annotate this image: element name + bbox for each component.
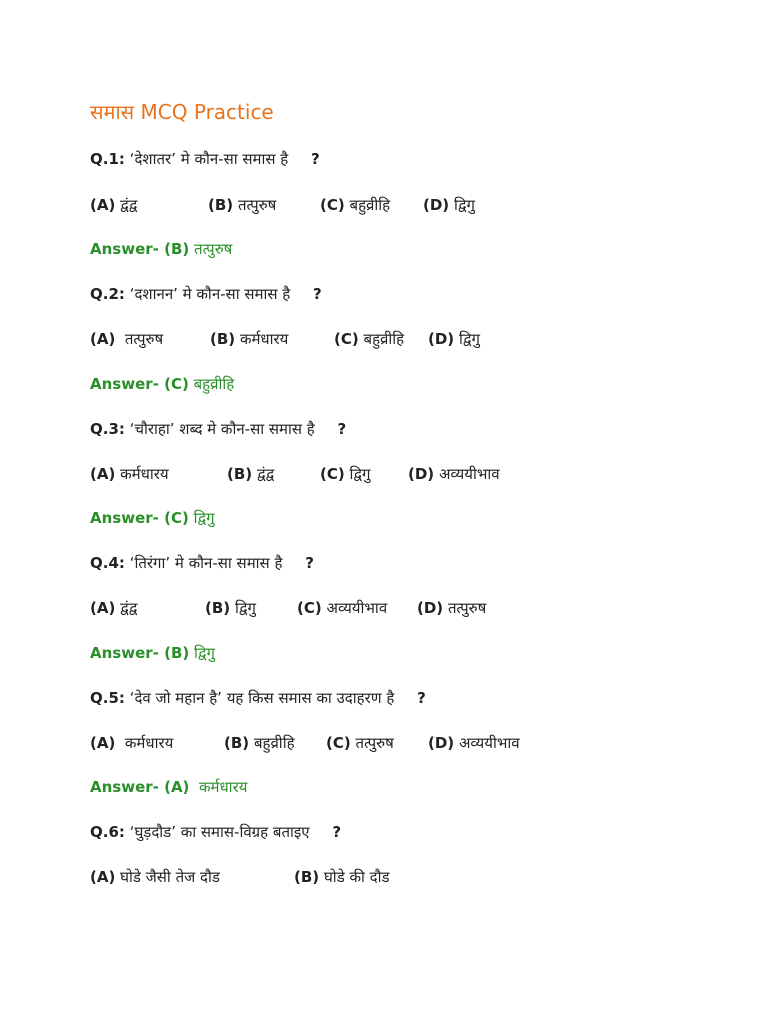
answer-2: [90, 373, 234, 395]
question-text: ‘चौराहा’ शब्द मे कौन-सा समास है: [129, 420, 315, 438]
question-2: [90, 283, 322, 305]
page-title: समास MCQ Practice: [90, 100, 274, 124]
question-label: Q.1:: [90, 150, 125, 168]
option-b: (B) तत्पुरुष: [208, 196, 277, 214]
option-d: (D) तत्पुरुष: [417, 599, 487, 617]
question-label: Q.5:: [90, 689, 125, 707]
answer-label: Answer- (C): [90, 509, 189, 527]
question-4: [90, 552, 314, 574]
answer-4: [90, 642, 215, 664]
answer-3: [90, 507, 215, 529]
question-mark: ?: [313, 285, 322, 303]
answer-5: [90, 776, 247, 798]
option-b: (B) घोडे की दौड: [294, 868, 390, 886]
options-1: [90, 194, 710, 216]
option-a: (A) द्वंद्व: [90, 599, 138, 617]
question-text: ‘दशानन’ मे कौन-सा समास है: [129, 285, 291, 303]
options-5: [90, 732, 710, 754]
question-mark: ?: [337, 420, 347, 438]
option-d: (D) अव्ययीभाव: [408, 465, 500, 483]
question-text: ‘देशातर’ मे कौन-सा समास है: [129, 150, 289, 168]
answer-text: तत्पुरुष: [194, 240, 233, 258]
answer-label: Answer- (B): [90, 240, 190, 258]
option-d: (D) द्विगु: [423, 196, 475, 214]
option-d: (D) द्विगु: [428, 330, 480, 348]
question-5: [90, 687, 426, 709]
option-c: (C) बहुव्रीहि: [320, 196, 391, 214]
options-2: [90, 328, 710, 350]
answer-label: Answer- (B): [90, 644, 190, 662]
question-text: ‘तिरंगा’ मे कौन-सा समास है: [129, 554, 283, 572]
question-mark: ?: [332, 823, 342, 841]
options-3: [90, 463, 710, 485]
answer-label: Answer- (A): [90, 778, 190, 796]
question-label: Q.6:: [90, 823, 125, 841]
question-label: Q.2:: [90, 285, 125, 303]
question-text: ‘देव जो महान है’ यह किस समास का उदाहरण है: [129, 689, 395, 707]
question-text: ‘घुड़दौड’ का समास-विग्रह बताइए: [129, 823, 310, 841]
answer-text: बहुव्रीहि: [193, 375, 235, 393]
option-b: (B) बहुव्रीहि: [224, 734, 295, 752]
option-a: (A) कर्मधारय: [90, 465, 169, 483]
answer-label: Answer- (C): [90, 375, 189, 393]
option-b: (B) कर्मधारय: [210, 330, 289, 348]
question-mark: ?: [417, 689, 426, 707]
option-b: (B) द्वंद्व: [227, 465, 275, 483]
options-6: [90, 866, 710, 888]
option-c: (C) अव्ययीभाव: [297, 599, 388, 617]
question-1: [90, 148, 320, 170]
option-a: (A) घोडे जैसी तेज दौड: [90, 868, 220, 886]
option-a: (A) द्वंद्व: [90, 196, 138, 214]
question-6: [90, 821, 341, 843]
option-c: (C) बहुव्रीहि: [334, 330, 405, 348]
answer-text: द्विगु: [194, 644, 215, 662]
answer-1: [90, 238, 232, 260]
answer-text: द्विगु: [193, 509, 215, 527]
question-label: Q.4:: [90, 554, 125, 572]
option-c: (C) द्विगु: [320, 465, 371, 483]
option-d: (D) अव्ययीभाव: [428, 734, 520, 752]
option-a: (A) कर्मधारय: [90, 734, 174, 752]
question-label: Q.3:: [90, 420, 125, 438]
question-mark: ?: [311, 150, 320, 168]
option-c: (C) तत्पुरुष: [326, 734, 394, 752]
question-mark: ?: [305, 554, 314, 572]
options-4: [90, 597, 710, 619]
answer-text: कर्मधारय: [198, 778, 248, 796]
option-a: (A) तत्पुरुष: [90, 330, 164, 348]
question-3: [90, 418, 346, 440]
option-b: (B) द्विगु: [205, 599, 256, 617]
